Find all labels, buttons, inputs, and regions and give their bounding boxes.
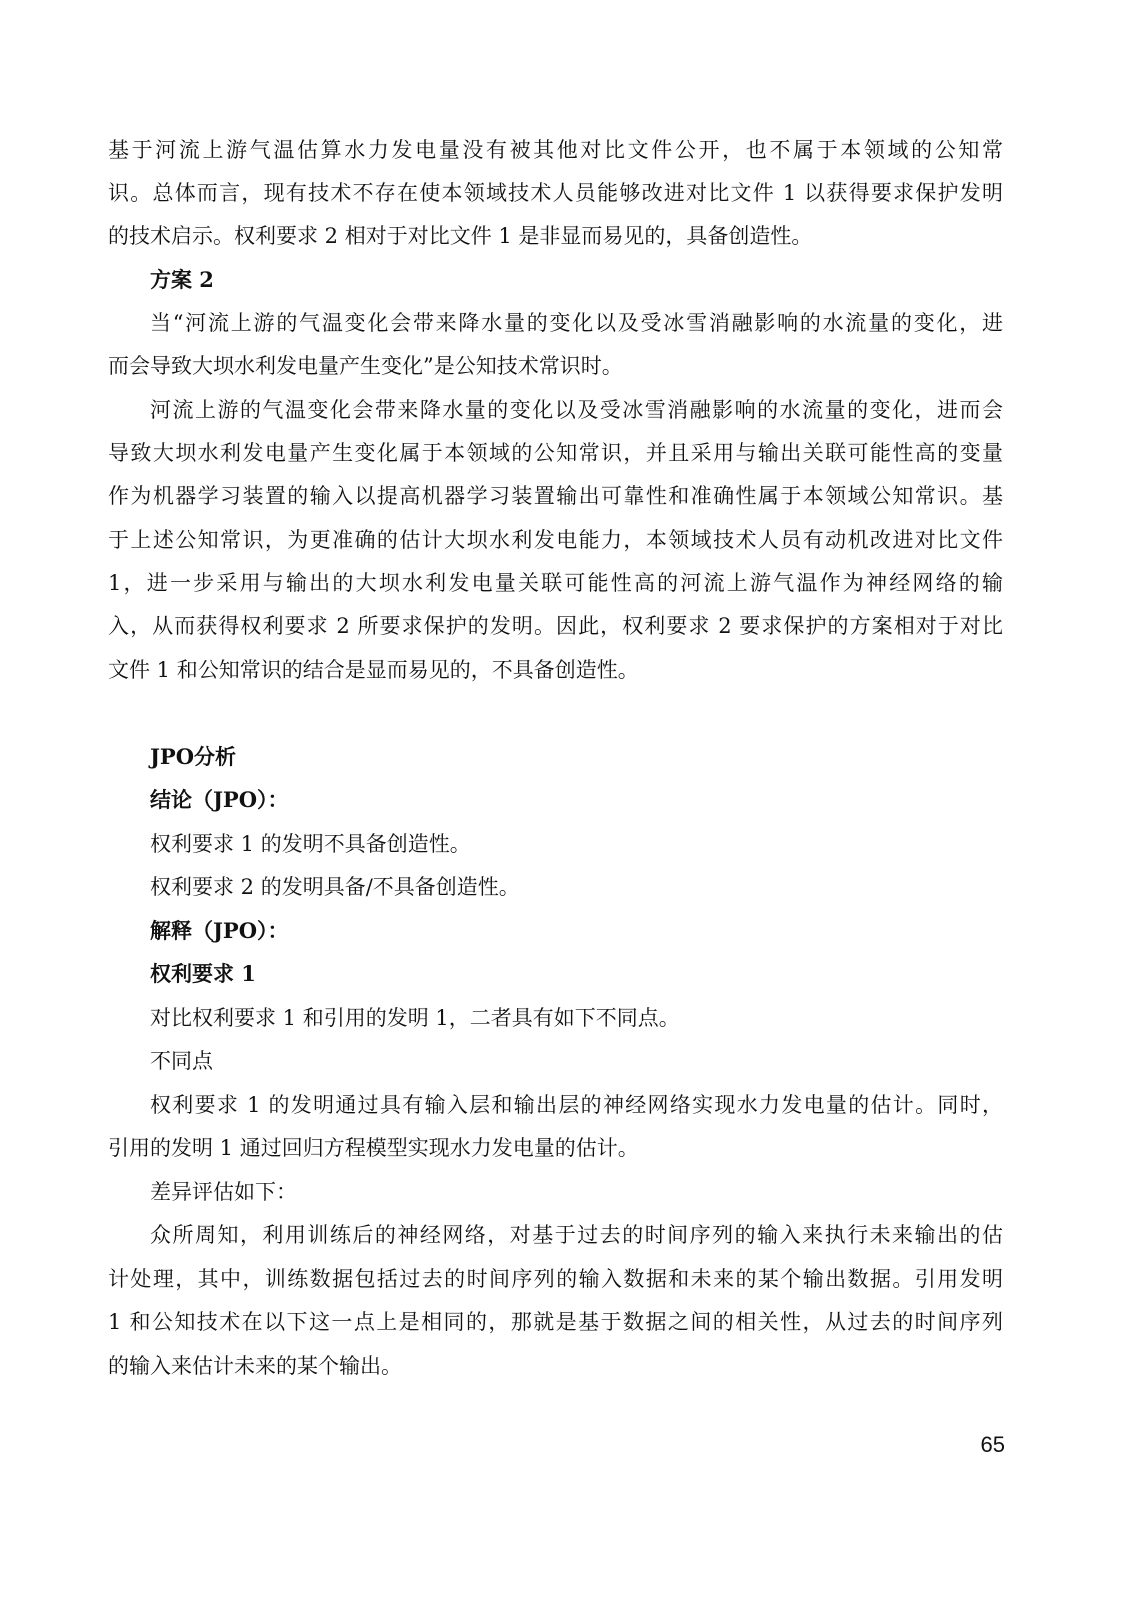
text-line: 作为机器学习装置的输入以提高机器学习装置输出可靠性和准确性属于本领域公知常识。基 xyxy=(108,484,1003,508)
section-heading: 解释（JPO）： xyxy=(150,918,289,943)
section-heading: JPO分析 xyxy=(150,744,237,769)
text-line: 当“河流上游的气温变化会带来降水量的变化以及受冰雪消融影响的水流量的变化，进 xyxy=(150,311,1003,335)
text-line: 1，进一步采用与输出的大坝水利发电量关联可能性高的河流上游气温作为神经网络的输 xyxy=(108,571,1003,595)
text-line: 众所周知，利用训练后的神经网络，对基于过去的时间序列的输入来执行未来输出的估 xyxy=(150,1223,1003,1247)
text-line: 的输入来估计未来的某个输出。 xyxy=(108,1354,402,1378)
page-number: 65 xyxy=(980,1432,1005,1457)
section-heading: 权利要求 1 xyxy=(150,961,256,986)
text-line: 入，从而获得权利要求 2 所要求保护的发明。因此，权利要求 2 要求保护的方案相对于对比 xyxy=(108,614,1003,638)
text-line: 河流上游的气温变化会带来降水量的变化以及受冰雪消融影响的水流量的变化，进而会 xyxy=(150,398,1003,422)
text-line: 对比权利要求 1 和引用的发明 1，二者具有如下不同点。 xyxy=(150,1006,680,1030)
text-line: 基于河流上游气温估算水力发电量没有被其他对比文件公开，也不属于本领域的公知常 xyxy=(108,138,1003,162)
section-heading: 结论（JPO）： xyxy=(150,787,289,812)
text-line: 权利要求 1 的发明不具备创造性。 xyxy=(150,832,471,856)
text-line: 文件 1 和公知常识的结合是显而易见的，不具备创造性。 xyxy=(108,658,639,682)
text-line: 差异评估如下： xyxy=(150,1180,297,1204)
text-line: 识。总体而言，现有技术不存在使本领域技术人员能够改进对比文件 1 以获得要求保护发明 xyxy=(108,181,1003,205)
text-line: 计处理，其中，训练数据包括过去的时间序列的输入数据和未来的某个输出数据。引用发明 xyxy=(108,1267,1003,1291)
text-line: 权利要求 2 的发明具备/不具备创造性。 xyxy=(150,875,520,899)
text-line: 于上述公知常识，为更准确的估计大坝水利发电能力，本领域技术人员有动机改进对比文件 xyxy=(108,528,1003,552)
text-line: 不同点 xyxy=(150,1049,213,1073)
text-line: 1 和公知技术在以下这一点上是相同的，那就是基于数据之间的相关性，从过去的时间序列 xyxy=(108,1310,1003,1334)
text-line: 而会导致大坝水利发电量产生变化”是公知技术常识时。 xyxy=(108,354,623,378)
text-line: 的技术启示。权利要求 2 相对于对比文件 1 是非显而易见的，具备创造性。 xyxy=(108,224,813,248)
text-line: 导致大坝水利发电量产生变化属于本领域的公知常识，并且采用与输出关联可能性高的变量 xyxy=(108,441,1003,465)
text-line: 引用的发明 1 通过回归方程模型实现水力发电量的估计。 xyxy=(108,1136,639,1160)
section-heading: 方案 2 xyxy=(150,267,214,292)
text-line: 权利要求 1 的发明通过具有输入层和输出层的神经网络实现水力发电量的估计。同时， xyxy=(150,1093,1003,1117)
